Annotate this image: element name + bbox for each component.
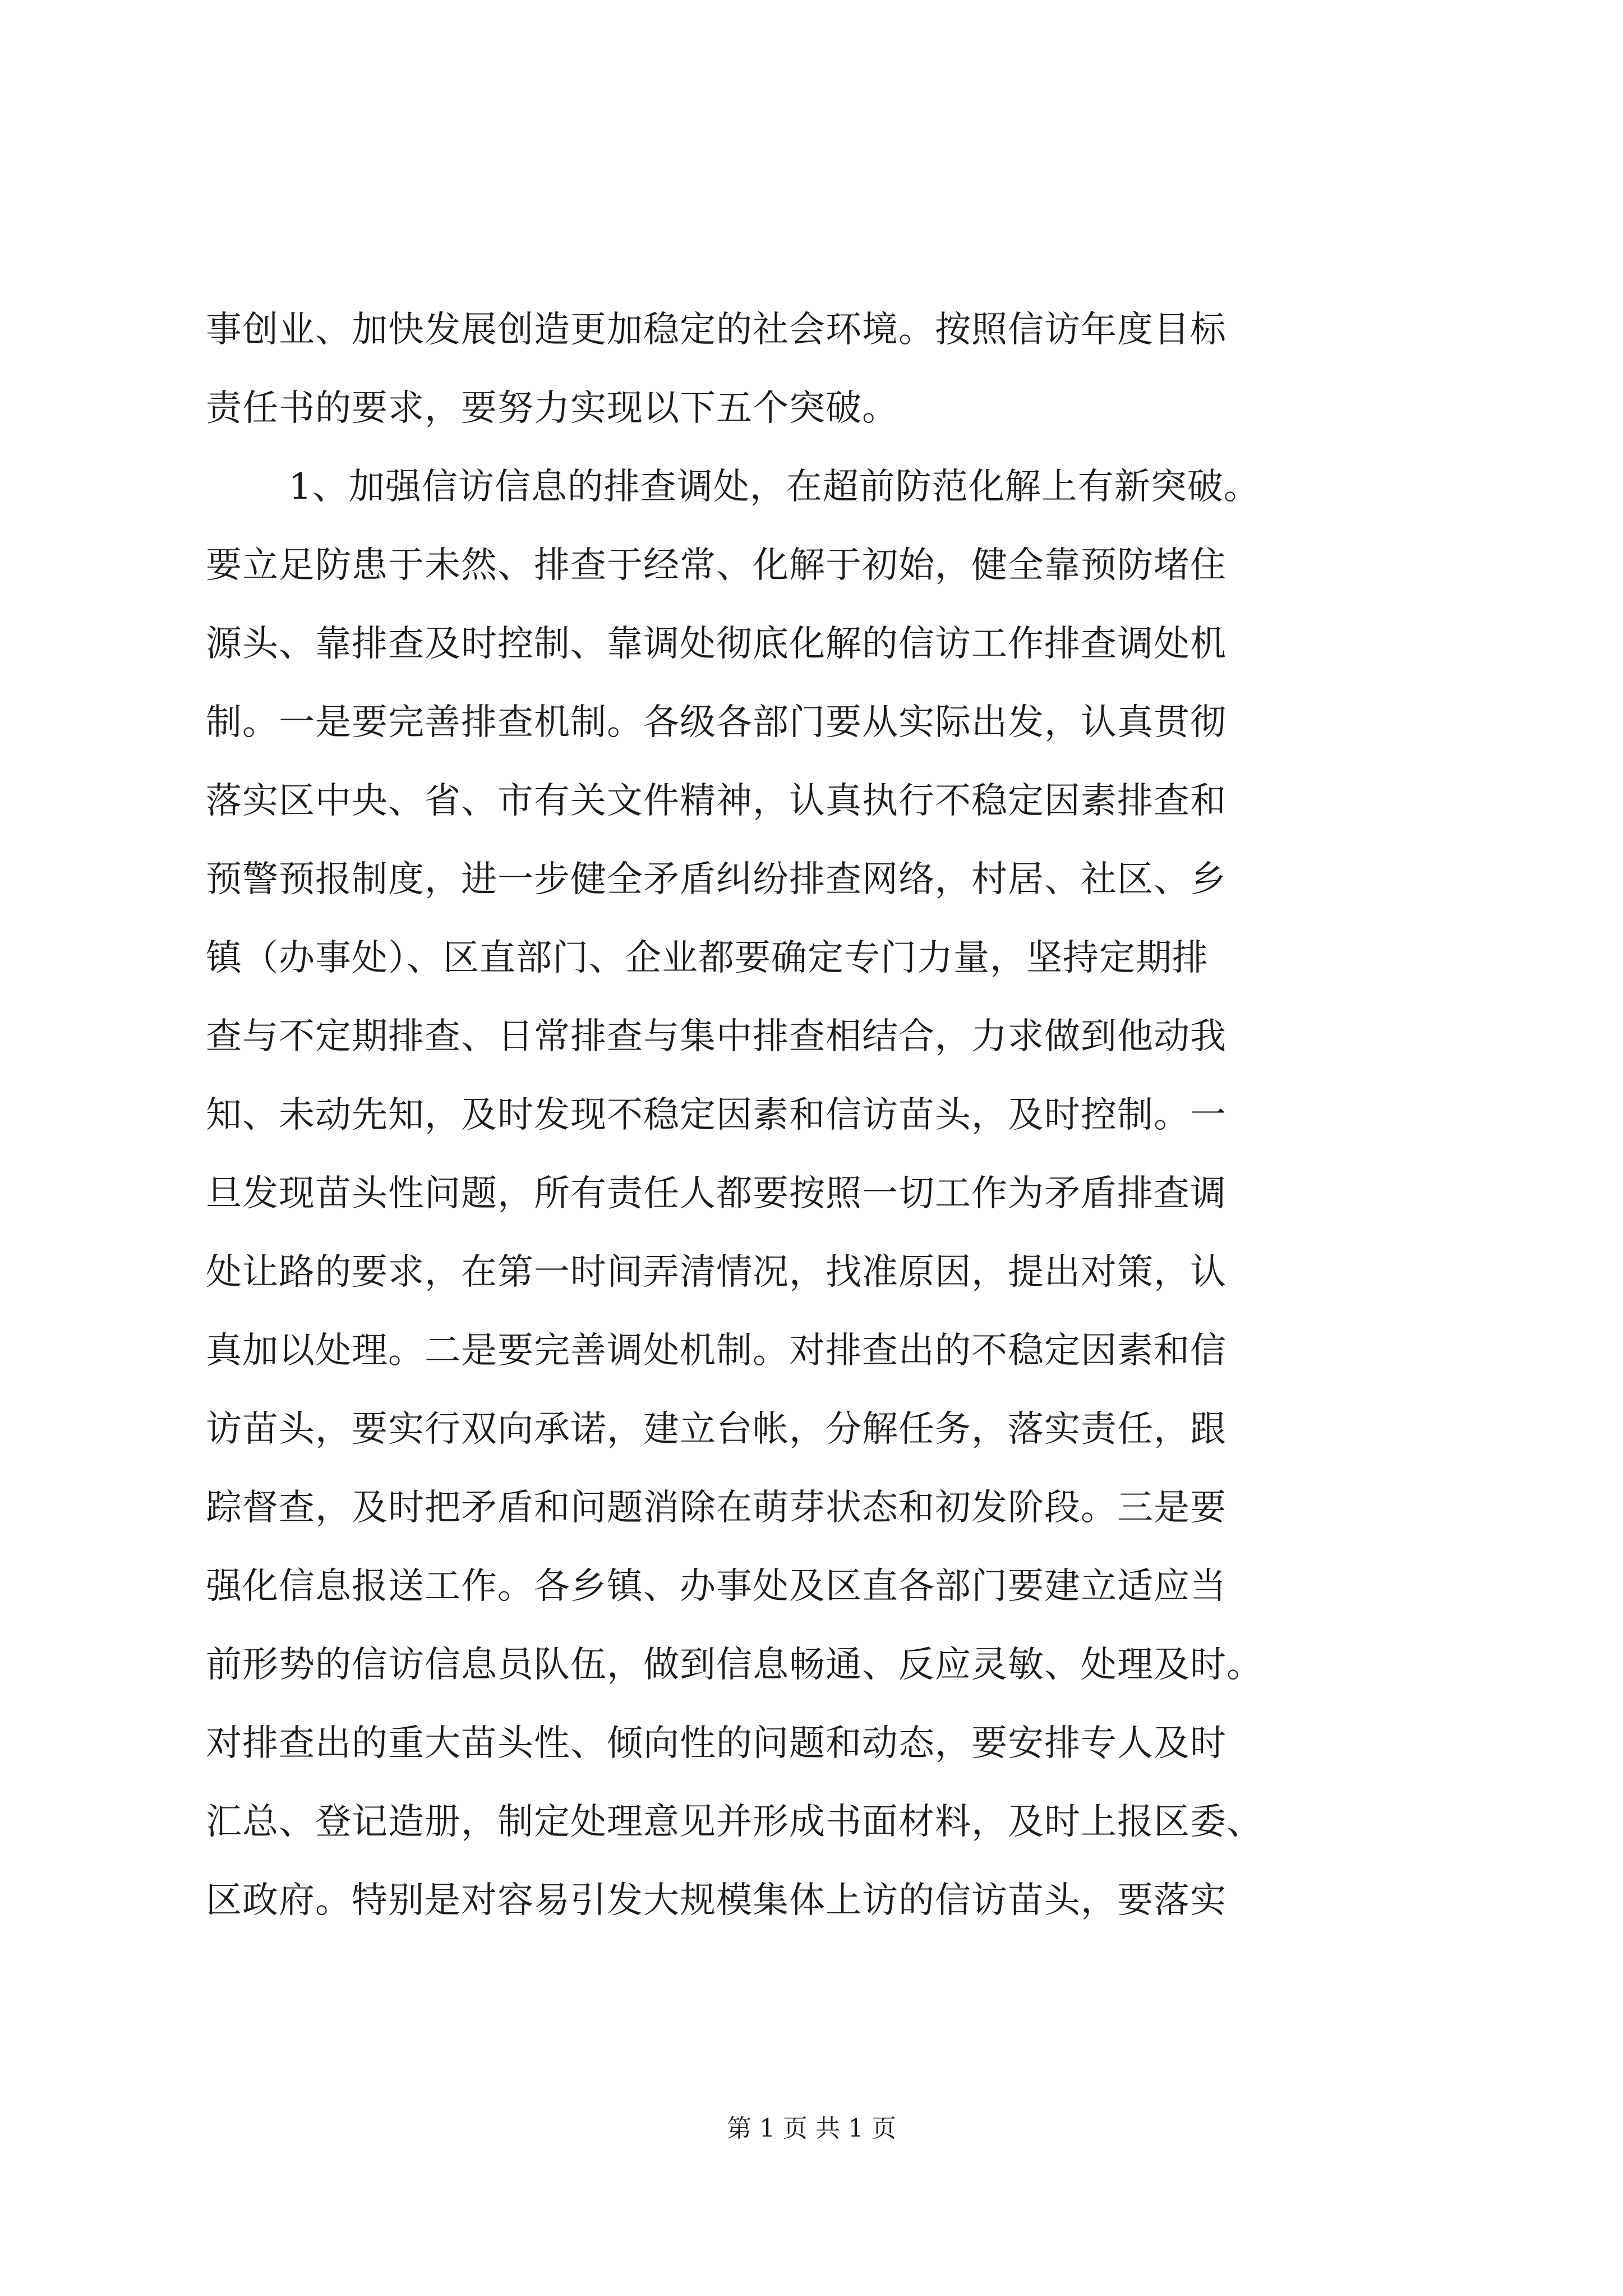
text-line: 真加以处理。二是要完善调处机制。对排查出的不稳定因素和信 [206, 1330, 1227, 1372]
text-line: 访苗头，要实行双向承诺，建立台帐，分解任务，落实责任，跟 [206, 1409, 1227, 1450]
text-line: 旦发现苗头性问题，所有责任人都要按照一切工作为矛盾排查调 [206, 1173, 1227, 1214]
text-line: 制。一是要完善排查机制。各级各部门要从实际出发，认真贯彻 [206, 702, 1227, 743]
text-line: 镇（办事处）、区直部门、企业都要确定专门力量，坚持定期排 [206, 937, 1209, 979]
text-line: 预警预报制度，进一步健全矛盾纠纷排查网络，村居、社区、乡 [206, 859, 1227, 900]
text-line: 对排查出的重大苗头性、倾向性的问题和动态，要安排专人及时 [206, 1723, 1227, 1764]
text-line: 落实区中央、省、市有关文件精神，认真执行不稳定因素排查和 [206, 780, 1227, 822]
text-line: 前形势的信访信息员队伍，做到信息畅通、反应灵敏、处理及时。 [206, 1644, 1263, 1686]
text-line: 要立足防患于未然、排查于经常、化解于初始，健全靠预防堵住 [206, 545, 1227, 586]
text-line: 强化信息报送工作。各乡镇、办事处及区直各部门要建立适应当 [206, 1566, 1227, 1607]
text-line: 踪督查，及时把矛盾和问题消除在萌芽状态和初发阶段。三是要 [206, 1487, 1227, 1529]
text-line: 源头、靠排查及时控制、靠调处彻底化解的信访工作排查调处机 [206, 623, 1227, 665]
text-line: 查与不定期排查、日常排查与集中排查相结合，力求做到他动我 [206, 1016, 1227, 1057]
text-line: 事创业、加快发展创造更加稳定的社会环境。按照信访年度目标 [206, 309, 1227, 351]
text-line: 责任书的要求，要努力实现以下五个突破。 [206, 388, 898, 429]
text-line: 知、未动先知，及时发现不稳定因素和信访苗头，及时控制。一 [206, 1094, 1227, 1136]
text-line: 处让路的要求，在第一时间弄清情况，找准原因，提出对策，认 [206, 1251, 1227, 1293]
text-line: 汇总、登记造册，制定处理意见并形成书面材料，及时上报区委、 [206, 1801, 1263, 1843]
text-line: 1、加强信访信息的排查调处，在超前防范化解上有新突破。 [289, 466, 1260, 508]
page-number-footer: 第 1 页 共 1 页 [727, 2114, 896, 2143]
text-line: 区政府。特别是对容易引发大规模集体上访的信访苗头，要落实 [206, 1880, 1227, 1921]
